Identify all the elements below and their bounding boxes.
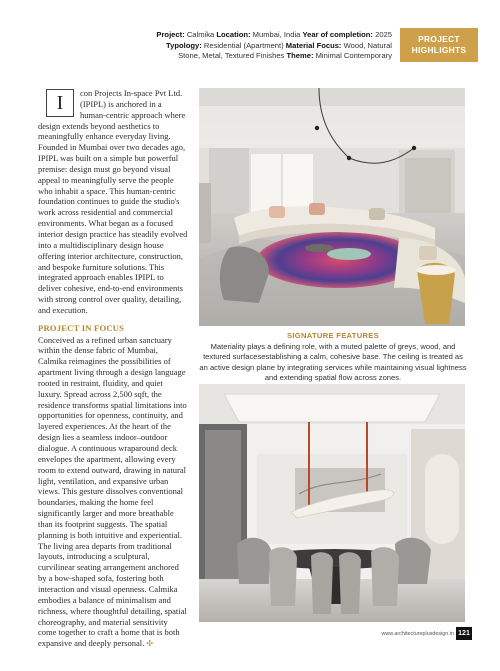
body-paragraph [38, 335, 188, 650]
body-text: Conceived as a refined urban sanctuary within the dense fabric of Mumbai, Calmika reimagines the possibilities of apartment living through a design language rooted in restraint, fluidity, and quiet luxury. Spread across 2,500 sqft, the residence transforms spatial limitations into opportunities for openness, continuity, and layered experiences. At the heart of the design lies a seamless indoor–outdoor dialogue. A continuous wraparound deck envelopes the apartment, allowing every room to extend outward, drawing in natural light, ventilation, and expansive urban views. This gesture dissolves conventional boundaries, making the home feel significantly larger and more breathable than its footprint suggests. The spatial planning is both intuitive and experiential. The living area departs from traditional layouts, introducing a sculptural, curvilinear seating arrangement anchored by a bow-shaped sofa, fostering both interaction and visual openness. Calmika embodies a balance of minimalism and richness, where thoughtful detailing, spatial choreography, and material sensitivity come together to craft a home that is both expansive and deeply personal. [38, 334, 187, 649]
project-meta [150, 30, 392, 62]
section-heading: PROJECT IN FOCUS [38, 322, 125, 333]
intro-paragraph: con Projects In-space Pvt Ltd. (IPIPL) is anchored in a human-centric approach where design extends beyond aesthetics to meaningfully enhance everyday living. Founded in Mumbai over two decades ago, IPIPL was built on a simple but powerful premise: design must go beyond visual appeal to meaningfully serve the people who inhabit a space. This human-centric foundation continues to guide the studio's work across residential and commercial environments. What began as a focused interior design practice has steadily evolved into a multidisciplinary design house offering interior architecture, construction, and bespoke furniture solutions. This integrated approach enables IPIPL to deliver cohesive, end-to-end environments with strong control over quality, detailing, and execution. [38, 88, 188, 315]
theme-label: Theme: [286, 51, 314, 60]
typology-value: Residential (Apartment) [203, 40, 284, 50]
page-number: 121 [456, 627, 472, 640]
footer-url: www.architectureplusdesign.in [381, 631, 454, 637]
year-label: Year of completion: [302, 30, 373, 39]
project-name: Calmika [186, 30, 215, 39]
caption-text: Materiality plays a defining role, with a muted palette of greys, wood, and textured surfacesestablishing a calm, cohesive base. The ceiling is treated as an active design plane by integrating services while maintaining visual lightness and extending spatial flow across zones. [199, 342, 467, 382]
typology-label: Typology: [166, 40, 202, 50]
material-label: Material Focus: [285, 40, 342, 50]
badge-line-1: PROJECT [418, 34, 460, 44]
year-value: 2025 [375, 30, 392, 39]
caption-title: SIGNATURE FEATURES [286, 331, 380, 340]
drop-cap: I [46, 89, 74, 117]
project-highlights-badge [400, 28, 478, 62]
signature-features-caption [199, 331, 467, 383]
location-label: Location: [216, 30, 251, 39]
material-value: Wood, Natural Stone, Metal, Textured Finishes [178, 40, 392, 60]
dining-room-photo [199, 384, 465, 622]
end-mark-icon: ✣ [146, 639, 154, 649]
living-room-photo [199, 88, 465, 326]
theme-value: Minimal Contemporary [315, 51, 392, 60]
location-value: Mumbai, India [252, 30, 301, 39]
article-column [38, 88, 188, 650]
project-label: Project: [156, 30, 185, 39]
badge-line-2: HIGHLIGHTS [411, 45, 467, 55]
